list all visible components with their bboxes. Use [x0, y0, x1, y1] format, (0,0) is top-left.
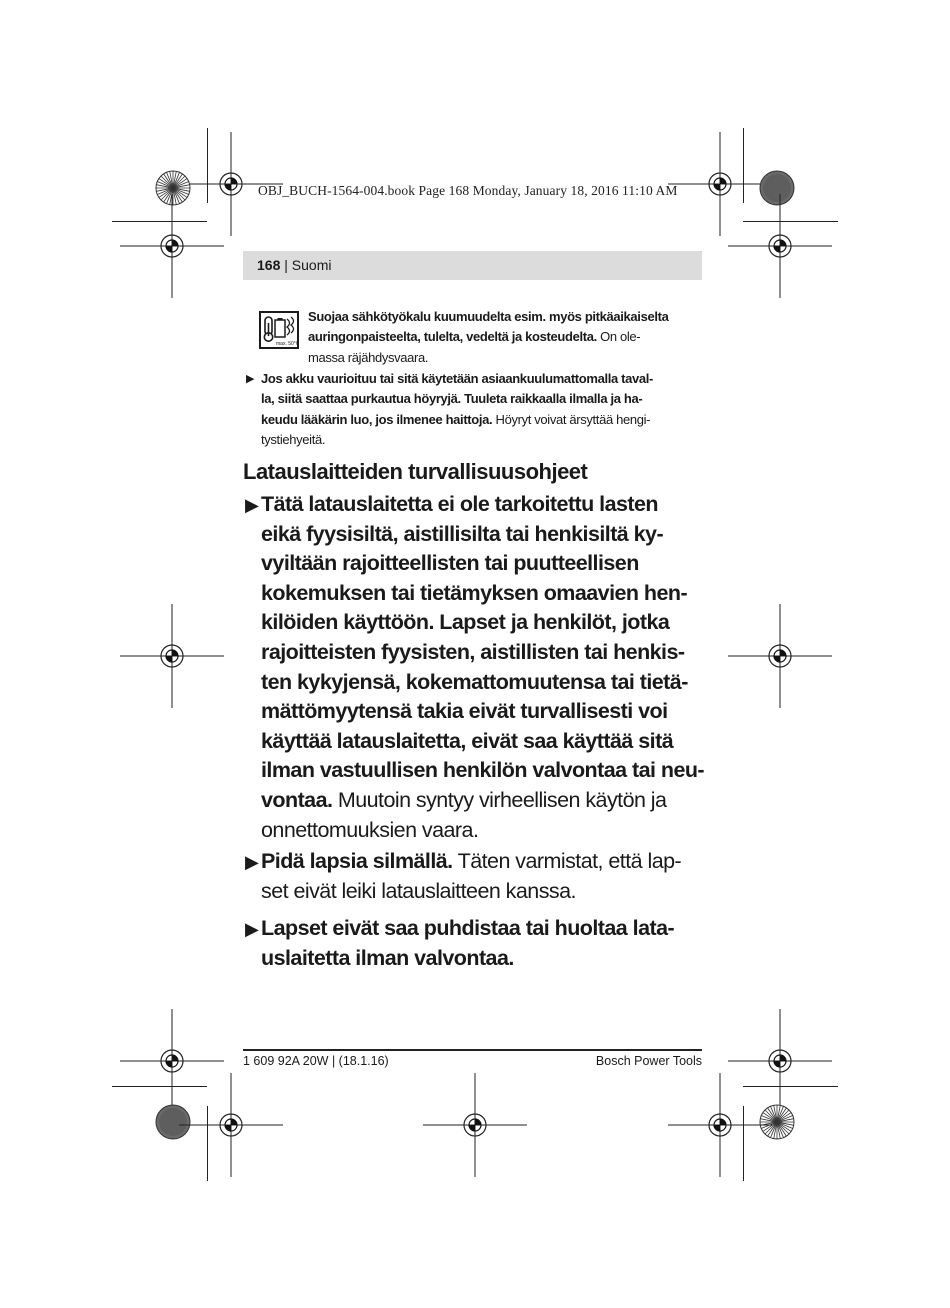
text-line: Suojaa sähkötyökalu kuumuudelta esim. myös pitkäaikaiselta	[308, 309, 669, 324]
text-line: mättömyytensä takia eivät turvallisesti voi	[261, 699, 668, 724]
text-line: Lapset eivät saa puhdistaa tai huoltaa lata-	[261, 916, 675, 940]
text-line: auringonpaisteelta, tulelta, vedeltä ja kosteudelta. On ole-	[308, 329, 641, 345]
text-line: Jos akku vaurioituu tai sitä käytetään asiaankuulumattomalla taval-	[261, 371, 653, 386]
text-line: käyttää latauslaitetta, eivät saa käyttää sitä	[261, 728, 674, 753]
heat-warning-label: max. 50°C	[276, 341, 299, 347]
text-line: ilman vastuullisen henkilön valvontaa tai neu-	[261, 758, 705, 783]
text-line: vyiltään rajoitteellisten tai puutteellisen	[261, 551, 639, 576]
page-header	[243, 251, 702, 280]
text-line: tystiehyeitä.	[261, 431, 326, 447]
warning-block-battery	[261, 369, 711, 450]
text-line: massa räjähdysvaara.	[308, 349, 429, 365]
supervise-children-paragraph	[261, 847, 721, 906]
children-cleaning-paragraph	[261, 914, 721, 973]
text-line: Pidä lapsia silmällä. Täten varmistat, että lap-	[261, 849, 682, 873]
text-line: Tätä latauslaitetta ei ole tarkoitettu lasten	[261, 492, 659, 516]
text-line: onnettomuuksien vaara.	[261, 817, 479, 842]
footer-doc-number: 1 609 92A 20W | (18.1.16)	[243, 1054, 389, 1068]
charger-safety-paragraph	[261, 490, 721, 845]
text-line: la, siitä saattaa purkautua höyryjä. Tuuleta raikkaalla ilmalla ja ha-	[261, 391, 643, 407]
text-line: rajoitteisten fyysisten, aistillisten tai henkis-	[261, 639, 685, 664]
bullet-icon: ▶	[245, 919, 259, 939]
bullet-icon: ▶	[245, 852, 259, 872]
text-line: kilöiden käyttöön. Lapset ja henkilöt, jotka	[261, 610, 670, 635]
section-heading: Latauslaitteiden turvallisuusohjeet	[243, 459, 588, 484]
text-line: keudu lääkärin luo, jos ilmenee haittoja. Höyryt voivat ärsyttää hengi-	[261, 411, 651, 427]
text-line: set eivät leiki latauslaitteen kanssa.	[261, 878, 576, 903]
warning-block-heat	[308, 307, 708, 368]
footer-brand: Bosch Power Tools	[595, 1054, 702, 1068]
bullet-icon: ▶	[245, 495, 259, 515]
header-text	[257, 257, 331, 273]
section-name: Suomi	[291, 257, 332, 273]
heat-warning-icon	[259, 311, 299, 349]
text-line: vontaa. Muutoin syntyy virheellisen käytön ja	[261, 787, 667, 812]
page-number: 168	[257, 257, 281, 273]
text-line: uslaitetta ilman valvontaa.	[261, 945, 514, 970]
header-separator: |	[280, 257, 292, 273]
bullet-icon: ▶	[246, 373, 255, 385]
text-line: ten kykyjensä, kokemattomuutensa tai tietä-	[261, 669, 688, 694]
print-info: OBJ_BUCH-1564-004.book Page 168 Monday, January 18, 2016 11:10 AM	[258, 183, 678, 198]
footer-rule	[243, 1049, 702, 1051]
text-line: eikä fyysisiltä, aistillisilta tai henkisiltä ky-	[261, 521, 664, 546]
text-line: kokemuksen tai tietämyksen omaavien hen-	[261, 580, 688, 605]
